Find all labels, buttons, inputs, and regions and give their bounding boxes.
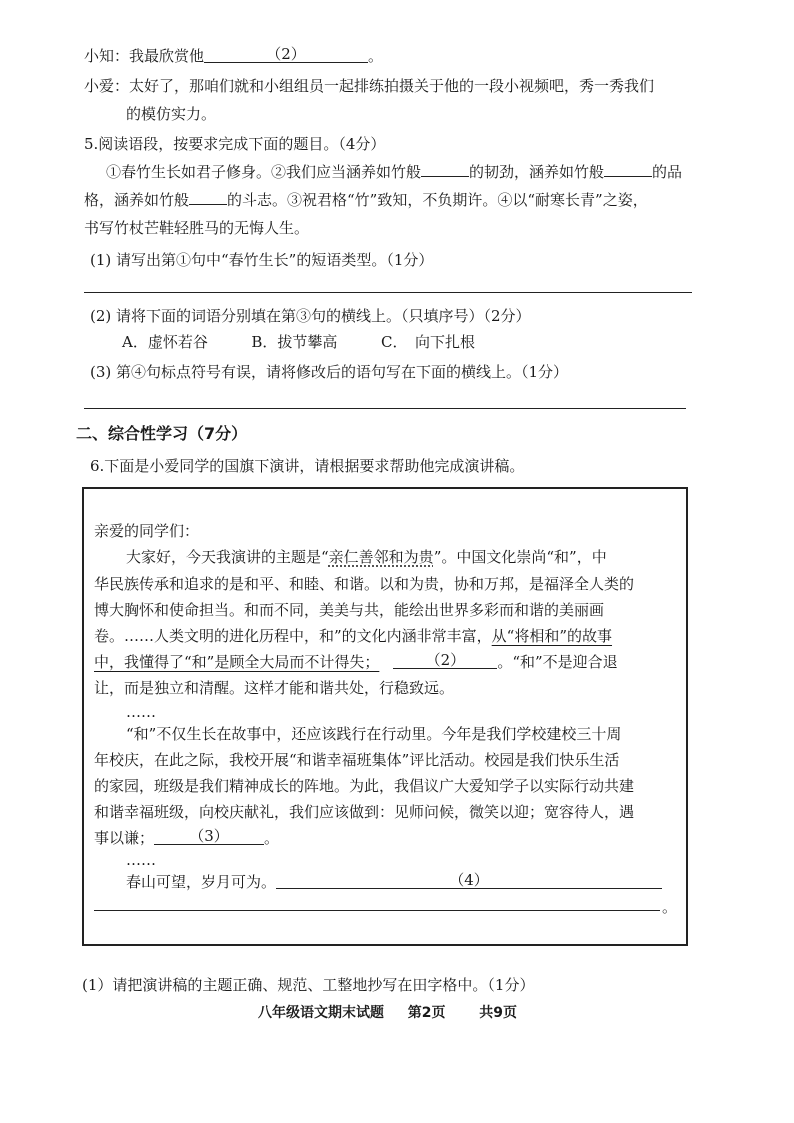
- answer-blank-2[interactable]: [204, 46, 368, 63]
- speech-text: 事以谦；: [94, 829, 155, 847]
- underlined-sentence: 中，我懂得了“和”是顾全大局而不计得失；: [94, 653, 380, 671]
- option-b: B．拔节攀高: [251, 333, 338, 351]
- passage-text: ①春竹生长如君子修身。②我们应当涵养如竹般: [106, 163, 422, 181]
- answer-line[interactable]: [84, 292, 692, 293]
- answer-blank[interactable]: [604, 160, 652, 177]
- ellipsis: ……: [126, 703, 156, 721]
- speech-line-3: 博大胸怀和使命担当。和而不同，美美与共，能绘出世界多彩而和谐的美丽画: [94, 601, 605, 619]
- speech-line-6: 让，而是独立和清醒。这样才能和谐共处，行稳致远。: [94, 679, 455, 697]
- blank-number: （4）: [449, 871, 489, 889]
- speech-line-2: 华民族传承和追求的是和平、和睦、和谐。以和为贵，协和万邦，是福泽全人类的: [94, 575, 635, 593]
- page-footer: [258, 1003, 517, 1023]
- q5-passage-line-2: [84, 188, 648, 210]
- speech-text: 。“和”不是迎合退: [497, 653, 618, 671]
- speech-line-11: [94, 828, 279, 848]
- option-c: C． 向下扎根: [381, 333, 475, 351]
- speech-line-8: 年校庆，在此之际，我校开展“和谐幸福班集体”评比活动。校园是我们快乐生活: [94, 751, 620, 769]
- speech-theme: 亲仁善邻和为贵: [328, 548, 434, 566]
- speech-line-12: [126, 872, 662, 892]
- speech-text: ”。中国文化崇尚“和”，中: [433, 548, 607, 566]
- answer-blank-3[interactable]: [154, 828, 264, 845]
- speech-line-7: “和”不仅生长在故事中，还应该践行在行动里。今年是我们学校建校三十周: [126, 725, 622, 743]
- footer-exam-title: 八年级语文期末试题: [258, 1005, 384, 1021]
- question-5-title: 5.阅读语段，按要求完成下面的题目。（4分）: [84, 135, 386, 153]
- dialogue-text: 小知：我最欣赏他: [84, 47, 205, 65]
- blank-number: （3）: [189, 827, 229, 845]
- speech-text: 春山可望，岁月可为。: [126, 873, 277, 891]
- passage-text: 格，涵养如竹般: [84, 191, 190, 209]
- speech-text: 大家好，今天我演讲的主题是“: [126, 548, 329, 566]
- dialogue-line-3: 的模仿实力。: [126, 105, 217, 123]
- answer-line[interactable]: [94, 910, 660, 911]
- passage-text: 的品: [652, 163, 683, 181]
- q5-passage-line-1: [106, 160, 682, 182]
- speech-text: 。: [264, 829, 280, 847]
- dialogue-line-2: 小爱：太好了，那咱们就和小组组员一起排练拍摄关于他的一段小视频吧，秀一秀我们: [84, 77, 655, 95]
- footer-page-number: 第2页: [407, 1005, 446, 1021]
- speech-line-5: [94, 652, 618, 672]
- question-6-title: 6.下面是小爱同学的国旗下演讲，请根据要求帮助他完成演讲稿。: [90, 457, 525, 475]
- q5-subquestion-3: (3) 第④句标点符号有误，请将修改后的语句写在下面的横线上。（1分）: [90, 363, 569, 381]
- underlined-sentence: 从“将相和”的故事: [491, 627, 613, 645]
- q6-subquestion-1: (1）请把演讲稿的主题正确、规范、工整地抄写在田字格中。（1分）: [82, 976, 535, 994]
- answer-blank[interactable]: [189, 188, 227, 205]
- ellipsis: ……: [126, 851, 156, 869]
- answer-blank[interactable]: [421, 160, 469, 177]
- dialogue-line-1: [84, 46, 383, 66]
- speech-line-1: [126, 547, 607, 567]
- answer-line[interactable]: [84, 408, 686, 409]
- q5-subquestion-1: (1) 请写出第①句中“春竹生长”的短语类型。（1分）: [90, 251, 434, 269]
- speech-line-10: 和谐幸福班级，向校庆献礼，我们应该做到：见师问候，微笑以迎；宽容待人，遇: [94, 803, 635, 821]
- speech-line-4: [94, 626, 612, 646]
- passage-text: 的韧劲，涵养如竹般: [469, 163, 605, 181]
- q5-options: [122, 332, 475, 352]
- q5-passage-line-3: 书写竹杖芒鞋轻胜马的无悔人生。: [84, 219, 310, 237]
- q5-subquestion-2: (2) 请将下面的词语分别填在第③句的横线上。（只填序号）（2分）: [90, 307, 531, 325]
- speech-text: 卷。……人类文明的进化历程中，和”的文化内涵非常丰富，: [94, 627, 492, 645]
- speech-end-mark: 。: [662, 898, 678, 916]
- answer-blank-2[interactable]: [393, 652, 497, 669]
- footer-total-pages: 共9页: [479, 1005, 517, 1021]
- speech-line-9: 的家园，班级是我们精神成长的阵地。为此，我倡议广大爱知学子以实际行动共建: [94, 777, 635, 795]
- speech-greeting: 亲爱的同学们：: [94, 522, 200, 540]
- blank-number: （2）: [266, 45, 306, 63]
- answer-blank-4[interactable]: [276, 872, 662, 889]
- blank-number: （2）: [425, 651, 466, 669]
- dialogue-text: 。: [368, 47, 384, 65]
- option-a: A．虚怀若谷: [122, 333, 208, 351]
- section-heading: 二、综合性学习（7分）: [76, 424, 248, 443]
- passage-text: 的斗志。③祝君格“竹”致知，不负期许。④以“耐寒长青”之姿，: [227, 191, 648, 209]
